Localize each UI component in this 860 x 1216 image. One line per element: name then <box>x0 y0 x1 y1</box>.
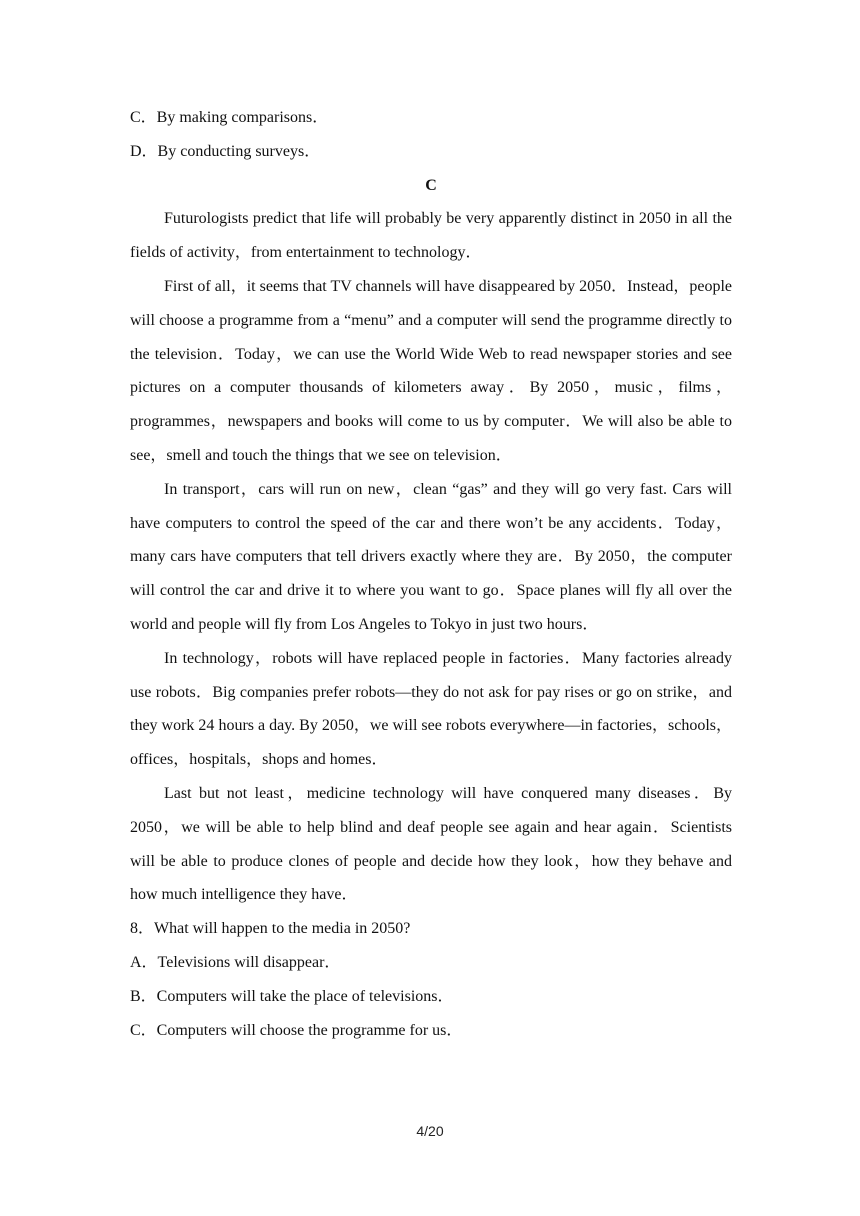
passage-paragraph-4: In technology，robots will have replaced people in factories．Many factories already use robots．Big companies prefer robots—they do not ask for pay rises or go on strike，and they work 24 hours a day. By 2050，we will see robots everywhere—in factories，schools，offices，hospitals，shops and homes． <box>130 649 732 769</box>
passage-paragraph-1: Futurologists predict that life will probably be very apparently distinct in 2050 in all the fields of activity，from entertainment to technology． <box>130 210 732 262</box>
question-8-option-c: C．Computers will choose the programme for us． <box>130 1021 463 1039</box>
passage-paragraph-5: Last but not least，medicine technology will have conquered many diseases．By 2050，we will be able to help blind and deaf people see again and hear again．Scientists will be able to produce clones of people and decide how they look，how they behave and how much intelligence they have． <box>130 784 732 904</box>
passage-paragraph-3: In transport，cars will run on new，clean “gas” and they will go very fast. Cars will have computers to control the speed of the car and there won’t be any accidents．Today，many cars have computers that tell drivers exactly where they are．By 2050，the computer will control the car and drive it to where you want to go．Space planes will fly all over the world and people will fly from Los Angeles to Tokyo in just two hours． <box>130 480 732 633</box>
question-8-option-b: B．Computers will take the place of televisions． <box>130 987 454 1005</box>
page-number: 4/20 <box>416 1123 444 1139</box>
section-heading: C <box>425 176 437 194</box>
option-d-previous: D．By conducting surveys． <box>130 142 321 160</box>
question-8-option-a: A．Televisions will disappear． <box>130 953 341 971</box>
document-page <box>130 101 732 1047</box>
option-c-previous: C．By making comparisons． <box>130 109 329 126</box>
question-8: 8．What will happen to the media in 2050? <box>130 920 411 938</box>
passage-paragraph-2: First of all，it seems that TV channels will have disappeared by 2050．Instead，people will choose a programme from a “menu” and a computer will send the programme directly to the television．Today，we can use the World Wide Web to read newspaper stories and see pictures on a computer thousands of kilometers away．By 2050，music，films，programmes，newspapers and books will come to us by computer．We will also be able to see，smell and touch the things that we see on television． <box>130 277 732 464</box>
